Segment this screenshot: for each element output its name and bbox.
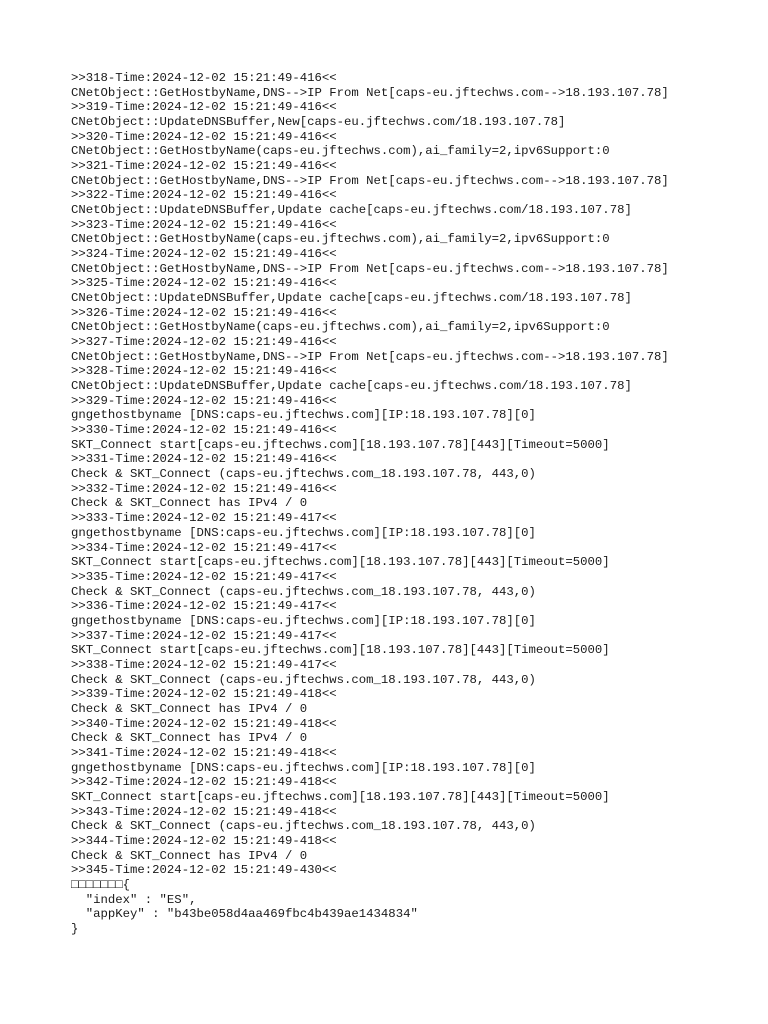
log-line: □□□□□□□{ bbox=[71, 877, 131, 892]
log-line: >>333-Time:2024-12-02 15:21:49-417<< bbox=[71, 511, 337, 526]
log-line: >>325-Time:2024-12-02 15:21:49-416<< bbox=[71, 276, 337, 291]
log-line: gngethostbyname [DNS:caps-eu.jftechws.com][IP:18.193.107.78][0] bbox=[71, 525, 536, 540]
log-line: >>322-Time:2024-12-02 15:21:49-416<< bbox=[71, 188, 337, 203]
log-line: } bbox=[71, 921, 79, 936]
log-line: Check & SKT_Connect has IPv4 / 0 bbox=[71, 496, 308, 511]
log-line: CNetObject::GetHostbyName(caps-eu.jftechws.com),ai_family=2,ipv6Support:0 bbox=[71, 320, 610, 335]
log-line: >>337-Time:2024-12-02 15:21:49-417<< bbox=[71, 628, 337, 643]
log-line: Check & SKT_Connect (caps-eu.jftechws.com_18.193.107.78, 443,0) bbox=[71, 819, 536, 834]
log-line: Check & SKT_Connect has IPv4 / 0 bbox=[71, 731, 308, 746]
log-line: >>329-Time:2024-12-02 15:21:49-416<< bbox=[71, 393, 337, 408]
log-line: SKT_Connect start[caps-eu.jftechws.com][18.193.107.78][443][Timeout=5000] bbox=[71, 789, 610, 804]
log-line: SKT_Connect start[caps-eu.jftechws.com][18.193.107.78][443][Timeout=5000] bbox=[71, 643, 610, 658]
log-line: >>331-Time:2024-12-02 15:21:49-416<< bbox=[71, 452, 337, 467]
log-line: SKT_Connect start[caps-eu.jftechws.com][18.193.107.78][443][Timeout=5000] bbox=[71, 437, 610, 452]
log-text bbox=[71, 71, 669, 937]
log-line: Check & SKT_Connect (caps-eu.jftechws.com_18.193.107.78, 443,0) bbox=[71, 584, 536, 599]
log-line: >>320-Time:2024-12-02 15:21:49-416<< bbox=[71, 129, 337, 144]
log-line: gngethostbyname [DNS:caps-eu.jftechws.com][IP:18.193.107.78][0] bbox=[71, 760, 536, 775]
log-line: Check & SKT_Connect (caps-eu.jftechws.com_18.193.107.78, 443,0) bbox=[71, 467, 536, 482]
log-line: SKT_Connect start[caps-eu.jftechws.com][18.193.107.78][443][Timeout=5000] bbox=[71, 555, 610, 570]
log-line: >>327-Time:2024-12-02 15:21:49-416<< bbox=[71, 335, 337, 350]
log-line: >>319-Time:2024-12-02 15:21:49-416<< bbox=[71, 100, 337, 115]
log-line: CNetObject::UpdateDNSBuffer,Update cache[caps-eu.jftechws.com/18.193.107.78] bbox=[71, 203, 632, 218]
log-line: >>324-Time:2024-12-02 15:21:49-416<< bbox=[71, 247, 337, 262]
log-line: >>336-Time:2024-12-02 15:21:49-417<< bbox=[71, 599, 337, 614]
log-line: >>334-Time:2024-12-02 15:21:49-417<< bbox=[71, 540, 337, 555]
log-line: CNetObject::GetHostbyName(caps-eu.jftechws.com),ai_family=2,ipv6Support:0 bbox=[71, 232, 610, 247]
log-line: CNetObject::GetHostbyName,DNS-->IP From Net[caps-eu.jftechws.com-->18.193.107.78] bbox=[71, 173, 669, 188]
log-line: gngethostbyname [DNS:caps-eu.jftechws.com][IP:18.193.107.78][0] bbox=[71, 613, 536, 628]
log-line: >>326-Time:2024-12-02 15:21:49-416<< bbox=[71, 305, 337, 320]
log-line: >>340-Time:2024-12-02 15:21:49-418<< bbox=[71, 716, 337, 731]
log-line: CNetObject::GetHostbyName(caps-eu.jftechws.com),ai_family=2,ipv6Support:0 bbox=[71, 144, 610, 159]
log-line: >>321-Time:2024-12-02 15:21:49-416<< bbox=[71, 159, 337, 174]
log-line: Check & SKT_Connect (caps-eu.jftechws.com_18.193.107.78, 443,0) bbox=[71, 672, 536, 687]
log-line: >>343-Time:2024-12-02 15:21:49-418<< bbox=[71, 804, 337, 819]
log-line: CNetObject::GetHostbyName,DNS-->IP From Net[caps-eu.jftechws.com-->18.193.107.78] bbox=[71, 349, 669, 364]
log-line: >>318-Time:2024-12-02 15:21:49-416<< bbox=[71, 71, 337, 85]
log-line: "index" : "ES", bbox=[71, 892, 197, 907]
log-line: >>338-Time:2024-12-02 15:21:49-417<< bbox=[71, 657, 337, 672]
log-line: CNetObject::UpdateDNSBuffer,Update cache[caps-eu.jftechws.com/18.193.107.78] bbox=[71, 291, 632, 306]
log-line: >>328-Time:2024-12-02 15:21:49-416<< bbox=[71, 364, 337, 379]
log-line: >>344-Time:2024-12-02 15:21:49-418<< bbox=[71, 833, 337, 848]
log-line: >>323-Time:2024-12-02 15:21:49-416<< bbox=[71, 217, 337, 232]
log-line: >>341-Time:2024-12-02 15:21:49-418<< bbox=[71, 745, 337, 760]
log-line: >>345-Time:2024-12-02 15:21:49-430<< bbox=[71, 863, 337, 878]
log-line: >>332-Time:2024-12-02 15:21:49-416<< bbox=[71, 481, 337, 496]
log-line: gngethostbyname [DNS:caps-eu.jftechws.com][IP:18.193.107.78][0] bbox=[71, 408, 536, 423]
log-line: >>342-Time:2024-12-02 15:21:49-418<< bbox=[71, 775, 337, 790]
log-line: CNetObject::GetHostbyName,DNS-->IP From Net[caps-eu.jftechws.com-->18.193.107.78] bbox=[71, 261, 669, 276]
log-line: CNetObject::GetHostbyName,DNS-->IP From Net[caps-eu.jftechws.com-->18.193.107.78] bbox=[71, 85, 669, 100]
log-line: Check & SKT_Connect has IPv4 / 0 bbox=[71, 848, 308, 863]
log-line: >>330-Time:2024-12-02 15:21:49-416<< bbox=[71, 423, 337, 438]
log-line: >>335-Time:2024-12-02 15:21:49-417<< bbox=[71, 569, 337, 584]
log-line: Check & SKT_Connect has IPv4 / 0 bbox=[71, 701, 308, 716]
log-line: CNetObject::UpdateDNSBuffer,Update cache[caps-eu.jftechws.com/18.193.107.78] bbox=[71, 379, 632, 394]
log-line: CNetObject::UpdateDNSBuffer,New[caps-eu.jftechws.com/18.193.107.78] bbox=[71, 115, 566, 130]
log-line: "appKey" : "b43be058d4aa469fbc4b439ae1434834" bbox=[71, 907, 418, 922]
log-line: >>339-Time:2024-12-02 15:21:49-418<< bbox=[71, 687, 337, 702]
